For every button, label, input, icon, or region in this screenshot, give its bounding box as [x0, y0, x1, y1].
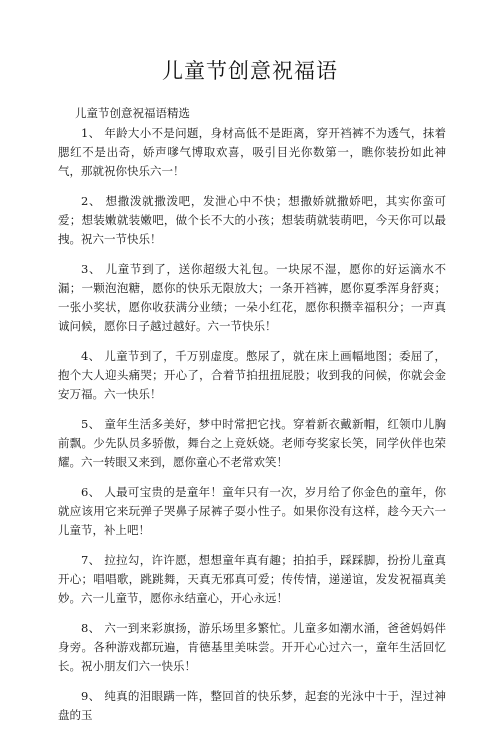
paragraph: 8、 六一到来彩旗扬，游乐场里多繁忙。儿童多如潮水涌，爸爸妈妈伴身旁。各种游戏都玩遍，肯德基里美味尝。开开心心过六一，童年生活回忆长。祝小朋友们六一快乐！	[58, 621, 446, 673]
document-body	[58, 124, 446, 736]
paragraph: 1、 年龄大小不是问题，身材高低不是距离，穿开裆裤不为透气，抹着腮红不是出奇，娇声嗲气博取欢喜，吸引目光你数第一，瞧你装扮如此神气，那就祝你快乐六一！	[58, 126, 446, 178]
paragraph: 9、 纯真的泪眼蹒一阵，整回首的快乐梦，起套的光泳中十于，涅过神盘的玉	[58, 689, 446, 722]
paragraph: 5、 童年生活多美好，梦中时常把它找。穿着新衣戴新帽，红领巾儿胸前飘。少先队员多骄傲，舞台之上竞妖娆。老师夸奖家长笑，同学伙伴也荣耀。六一转眼又来到，愿你童心不老常欢笑！	[58, 417, 446, 469]
paragraph: 3、 儿童节到了，送你超级大礼包。一块尿不湿，愿你的好运滴水不漏；一颗泡泡糖，愿你的快乐无限放大；一条开裆裤，愿你夏季浑身舒爽；一张小奖状，愿你收获满分业绩；一朵小红花，愿你积攒幸福积分；一声真诚问候，愿你日子越过越好。六一节快乐！	[58, 262, 446, 333]
paragraph: 6、 人最可宝贵的是童年！童年只有一次，岁月给了你金色的童年，你就应该用它来玩弹子哭鼻子尿裤子耍小性子。如果你没有这样，趁今天六一儿童节，补上吧！	[58, 485, 446, 537]
paragraph: 4、 儿童节到了，千万别虚度。憋尿了，就在床上画幅地图；委屈了，抱个大人迎头痛哭；开心了，合着节拍扭扭屁股；收到我的问候，你就会金安万福。六一快乐！	[58, 349, 446, 401]
document-subtitle: 儿童节创意祝福语精选	[75, 106, 190, 120]
paragraph: 2、 想撒泼就撒泼吧，发泄心中不快；想撒娇就撒娇吧，其实你蛮可爱；想装嫩就装嫩吧，做个长不大的小孩；想装萌就装萌吧，今天你可以最拽。祝六一节快乐！	[58, 194, 446, 246]
paragraph: 7、 拉拉勾，许许愿，想想童年真有趣；拍拍手，踩踩脚，扮扮儿童真开心；唱唱歌，跳跳舞，天真无邪真可爱；传传情，递递谊，发发祝福真美妙。六一儿童节，愿你永结童心，开心永远！	[58, 553, 446, 605]
document-title: 儿童节创意祝福语	[162, 59, 338, 83]
